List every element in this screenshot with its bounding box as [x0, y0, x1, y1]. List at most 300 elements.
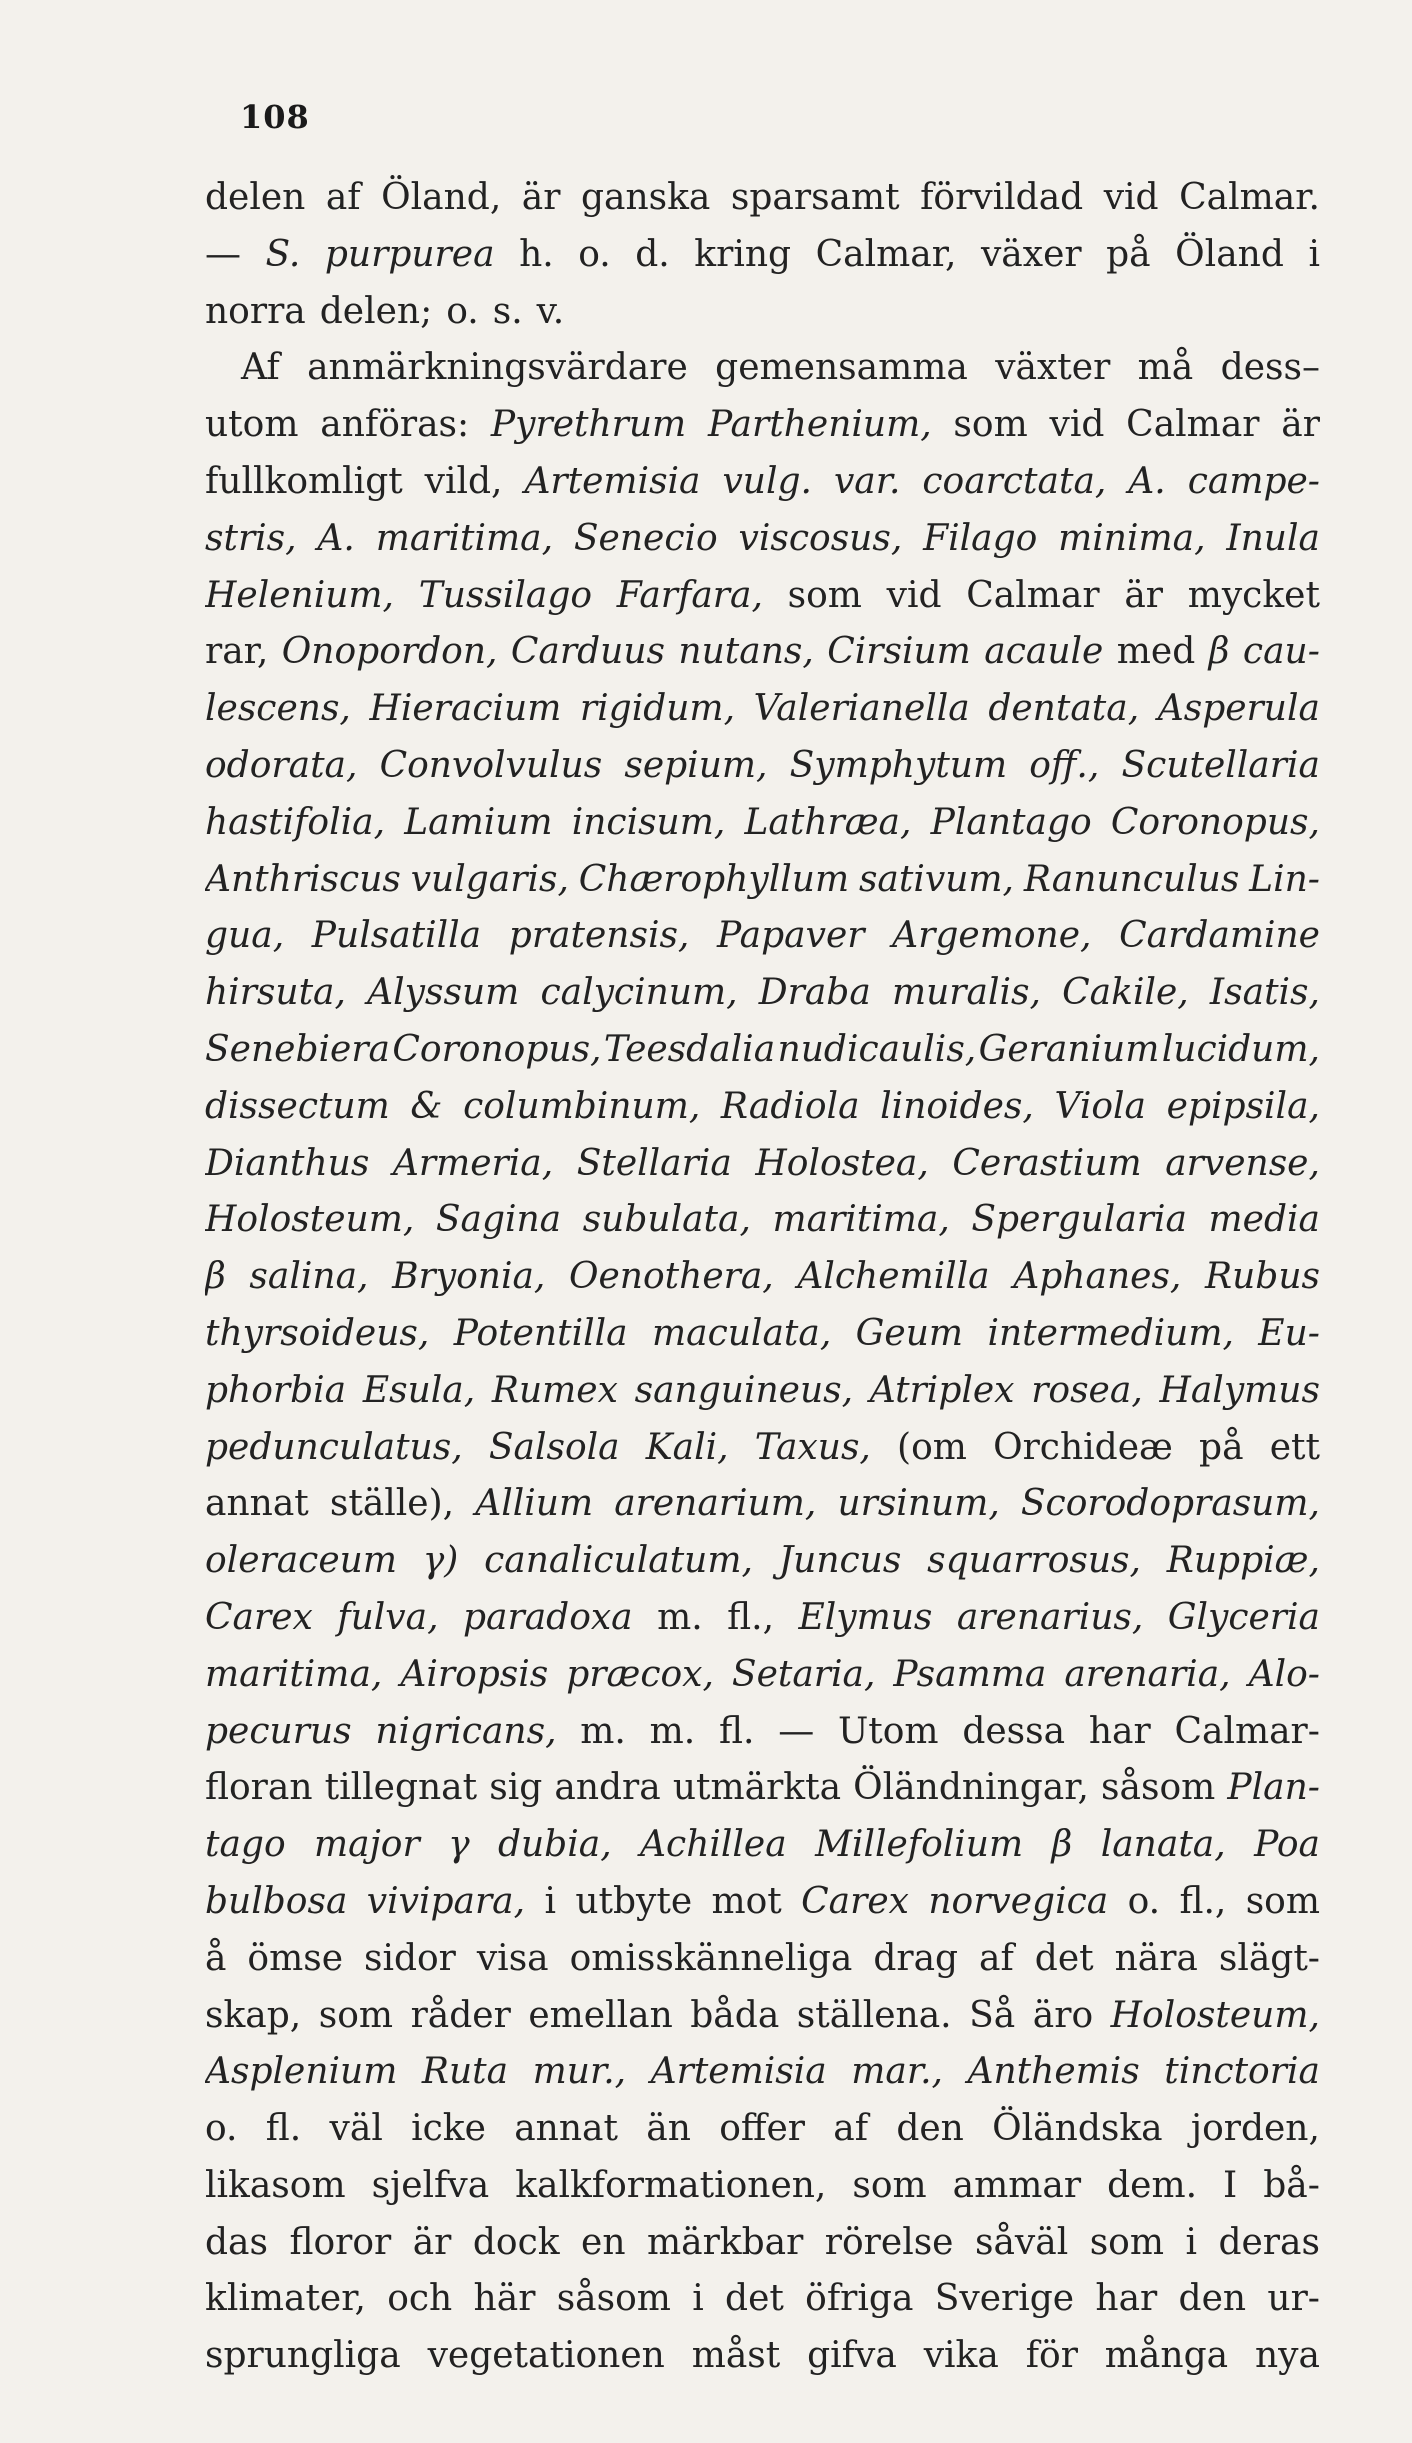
text-word: Chærophyllum [578, 858, 850, 900]
text-word: såväl [974, 2221, 1069, 2263]
text-word: fulva, [337, 1596, 439, 1638]
text-line [205, 1249, 1320, 1306]
text-word: anföras: [320, 404, 470, 446]
text-word: Lathræa, [744, 801, 912, 843]
text-word: A. [317, 517, 355, 559]
text-word: nigricans, [375, 1710, 557, 1752]
text-word: Carex [801, 1880, 909, 1922]
text-word: Anthemis [967, 2051, 1140, 2093]
text-word: dubia, [497, 1824, 612, 1866]
text-word: off., [1029, 744, 1100, 786]
text-word: o. [578, 233, 611, 275]
text-word: Inula [1226, 517, 1320, 559]
text-line [205, 624, 1320, 681]
text-line [205, 1931, 1320, 1988]
text-line [205, 1079, 1320, 1136]
text-word: squarrosus, [927, 1540, 1141, 1582]
text-word: Convolvulus [379, 744, 603, 786]
text-word: gifva [807, 2335, 897, 2377]
text-word: β [1208, 631, 1230, 673]
text-word: icke [411, 2108, 486, 2150]
text-word: Alchemilla [797, 1256, 990, 1298]
text-word: Holostea, [755, 1142, 929, 1184]
text-word: thyrsoideus, [205, 1312, 430, 1354]
text-word: i [1308, 233, 1320, 275]
text-word: Calmar, [815, 233, 957, 275]
text-word: Alo- [1248, 1653, 1320, 1695]
text-word: Atriplex [869, 1369, 1015, 1411]
text-word: subulata, [582, 1199, 751, 1241]
text-word: ömse [247, 1937, 344, 1979]
text-word: pratensis, [508, 915, 690, 957]
text-word: maritima, [375, 517, 554, 559]
text-line [205, 681, 1320, 738]
text-word: Elymus [798, 1596, 933, 1638]
text-word: var. [833, 460, 901, 502]
text-word: har [1088, 1710, 1151, 1752]
text-word: A. [1128, 460, 1166, 502]
text-word: för [1025, 2335, 1078, 2377]
text-word: Radiola [720, 1085, 860, 1127]
text-word: — [778, 1710, 815, 1752]
text-word: Sagina [435, 1199, 562, 1241]
text-line [205, 1306, 1320, 1363]
text-word: såsom [556, 2278, 671, 2320]
text-word: såsom [1101, 1767, 1216, 1809]
text-word: γ) [422, 1540, 459, 1582]
text-word: Valerianella [753, 688, 970, 730]
text-word: Plantago [930, 801, 1092, 843]
text-word: visa [476, 1937, 549, 1979]
text-word: S. [265, 233, 301, 275]
text-word: är [1124, 574, 1163, 616]
text-word: har [1095, 2278, 1158, 2320]
text-word: linoides, [880, 1085, 1034, 1127]
text-word: ur- [1267, 2278, 1320, 2320]
text-word: Poa [1254, 1824, 1320, 1866]
text-word: ganska [580, 177, 711, 218]
text-word: Salsola [488, 1426, 620, 1468]
text-word: salina, [249, 1256, 369, 1298]
text-word: bå- [1263, 2164, 1320, 2206]
text-word: anmärkningsvärdare [307, 347, 688, 389]
text-line [205, 1874, 1320, 1931]
text-word: Plan- [1227, 1767, 1320, 1809]
text-word: v. [536, 290, 565, 332]
text-word: nutans, [678, 631, 814, 673]
text-word: Stellaria [576, 1142, 732, 1184]
text-word: o. [205, 2108, 238, 2150]
text-word: rörelse [824, 2221, 954, 2263]
text-word: floran [205, 1767, 313, 1809]
text-word: sjelfva [371, 2164, 490, 2206]
text-word: Eu- [1258, 1312, 1320, 1354]
text-word: nya [1254, 2335, 1320, 2377]
text-word: Cerastium [952, 1142, 1142, 1184]
text-word: incisum, [571, 801, 726, 843]
text-word: på [1199, 1426, 1244, 1468]
text-word: media [1208, 1199, 1320, 1241]
text-line [205, 170, 1320, 227]
text-word: mot [711, 1880, 782, 1922]
text-word: är [521, 177, 561, 218]
text-word: ursinum, [837, 1483, 1000, 1525]
text-word: gemensamma [715, 347, 968, 389]
text-word: Aphanes, [1013, 1256, 1182, 1298]
text-word: delen [205, 177, 306, 218]
text-word: Af [241, 347, 280, 389]
text-line [205, 1704, 1320, 1761]
text-word: — [205, 233, 241, 275]
text-line [205, 227, 1320, 284]
text-line [205, 1760, 1320, 1817]
text-word: som [953, 404, 1028, 446]
text-word: som [1245, 1880, 1320, 1922]
text-word: Tussilago [418, 574, 593, 616]
text-line [205, 284, 1320, 341]
text-word: Cardamine [1119, 915, 1320, 957]
text-word: Carex [205, 1596, 313, 1638]
text-word: Holosteum, [205, 1199, 415, 1241]
text-word: ställe), [329, 1483, 455, 1525]
text-word: arenarium, [614, 1483, 817, 1525]
text-word: Teesdalia [603, 1028, 776, 1070]
text-line [205, 2101, 1320, 2158]
text-word: måst [691, 2335, 781, 2377]
text-word: dessa [962, 1710, 1066, 1752]
text-word: Juncus [778, 1540, 902, 1582]
text-word: vegetationen [427, 2335, 665, 2377]
text-word: Helenium, [205, 574, 394, 616]
text-word: Armeria, [392, 1142, 554, 1184]
text-word: vild, [424, 460, 503, 502]
text-word: Cirsium [827, 631, 971, 673]
text-word: och [387, 2278, 453, 2320]
text-word: sidor [363, 1937, 456, 1979]
text-word: norvegica [928, 1880, 1109, 1922]
text-word: Draba [758, 972, 871, 1014]
text-word: likasom [205, 2164, 346, 2206]
text-word: kring [694, 233, 792, 275]
text-word: öfriga [805, 2278, 914, 2320]
text-line [205, 2271, 1320, 2328]
text-word: ammar [952, 2164, 1082, 2206]
text-word: ställena. [796, 1994, 952, 2036]
text-word: Lamium [404, 801, 553, 843]
text-word: dess– [1220, 347, 1320, 389]
text-word: växer [980, 233, 1082, 275]
text-word: Ranunculus [1023, 858, 1240, 900]
text-word: Holosteum, [1110, 1994, 1320, 2036]
text-word: gua, [205, 915, 285, 957]
text-word: mar., [851, 2051, 943, 2093]
text-word: Coronopus, [1110, 801, 1320, 843]
text-line [205, 454, 1320, 511]
text-word: Glyceria [1167, 1596, 1320, 1638]
text-word: Utom [837, 1710, 939, 1752]
text-word: annat [514, 2108, 618, 2150]
text-word: Parthenium, [707, 404, 932, 446]
text-word: utom [205, 404, 299, 446]
text-word: Rubus [1204, 1256, 1320, 1298]
text-word: bulbosa [205, 1880, 348, 1922]
text-word: det [1034, 1937, 1094, 1979]
text-word: andra [554, 1767, 661, 1809]
text-word: major [314, 1824, 420, 1866]
text-word: utmärkta [672, 1767, 842, 1809]
text-word: Airopsis [400, 1653, 549, 1695]
text-line [205, 1533, 1320, 1590]
text-line [205, 2328, 1320, 2385]
text-word: Viola [1054, 1085, 1147, 1127]
text-word: Allium [475, 1483, 594, 1525]
text-line [205, 1136, 1320, 1193]
text-line [205, 1988, 1320, 2045]
text-word: offer [719, 2108, 805, 2150]
text-word: purpurea [324, 233, 495, 275]
text-word: maritima, [205, 1653, 383, 1695]
text-word: som [318, 1994, 394, 2036]
text-line [205, 397, 1320, 454]
text-word: coarctata, [922, 460, 1107, 502]
text-line [205, 965, 1320, 1022]
text-word: Öland, [381, 177, 502, 218]
text-word: äro [1032, 1994, 1094, 2036]
text-word: h. [519, 233, 554, 275]
text-word: paradoxa [462, 1596, 633, 1638]
text-word: I [1223, 2164, 1238, 2206]
text-word: Psamma [893, 1653, 1047, 1695]
text-word: Dianthus [205, 1142, 370, 1184]
text-word: oleraceum [205, 1540, 397, 1582]
text-word: arenarius, [956, 1596, 1144, 1638]
text-line [205, 1476, 1320, 1533]
text-word: hastifolia, [205, 801, 386, 843]
text-word: Asplenium [205, 2051, 398, 2093]
text-word: viscosus, [738, 517, 903, 559]
text-word: vika [923, 2335, 999, 2377]
text-word: vivipara, [366, 1880, 526, 1922]
text-word: sepium, [624, 744, 768, 786]
text-word: Pyrethrum [490, 404, 687, 446]
text-word: här [473, 2278, 536, 2320]
text-line [205, 1590, 1320, 1647]
text-word: Symphytum [789, 744, 1008, 786]
text-word: minima, [1058, 517, 1206, 559]
text-word: fl. [718, 1710, 755, 1752]
text-word: hirsuta, [205, 972, 346, 1014]
text-word: Achillea [640, 1824, 787, 1866]
text-word: Farfara, [616, 574, 763, 616]
text-word: som [787, 574, 862, 616]
text-word: den [896, 2108, 964, 2150]
text-word: annat [205, 1483, 309, 1525]
text-word: cau- [1242, 631, 1320, 673]
text-word: med [1116, 631, 1196, 673]
text-line [205, 908, 1320, 965]
text-word: præcox, [566, 1653, 714, 1695]
text-word: Rumex [491, 1369, 618, 1411]
text-word: sativum, [858, 858, 1014, 900]
text-word: fl., [727, 1596, 775, 1638]
text-word: vid [1049, 404, 1105, 446]
text-word: Kali, [645, 1426, 729, 1468]
text-word: Senebiera [205, 1028, 390, 1070]
text-word: Filago [923, 517, 1038, 559]
text-word: den [1178, 2278, 1247, 2320]
text-word: på [1106, 233, 1151, 275]
text-word: calycinum, [540, 972, 738, 1014]
text-word: Geranium [978, 1028, 1160, 1070]
text-word: vid [886, 574, 942, 616]
text-word: Coronopus, [392, 1028, 602, 1070]
text-word: β [205, 1256, 226, 1298]
text-line [205, 2158, 1320, 2215]
text-word: dem. [1107, 2164, 1198, 2206]
text-word: ett [1269, 1426, 1320, 1468]
text-word: Öland [1175, 233, 1284, 275]
text-word: muralis, [891, 972, 1041, 1014]
text-word: Spergularia [971, 1199, 1187, 1241]
text-word: Ruta [421, 2051, 509, 2093]
text-line [205, 1647, 1320, 1704]
text-word: o. [446, 290, 479, 332]
text-word: deras [1218, 2221, 1320, 2263]
text-word: Setaria, [731, 1653, 876, 1695]
text-word: campe- [1187, 460, 1320, 502]
text-word: är [412, 2221, 452, 2263]
text-word: Calmar- [1174, 1710, 1320, 1752]
text-word: Lin- [1249, 858, 1320, 900]
text-word: lucidum, [1161, 1028, 1320, 1070]
text-word: Carduus [510, 631, 665, 673]
text-word: rosea, [1031, 1369, 1143, 1411]
text-word: många [1104, 2335, 1229, 2377]
text-word: intermedium, [987, 1312, 1234, 1354]
text-word: som [852, 2164, 927, 2206]
text-word: Orchideæ [993, 1426, 1173, 1468]
text-word: d. [635, 233, 670, 275]
text-word: columbinum, [463, 1085, 701, 1127]
text-word: rigidum, [579, 688, 736, 730]
text-line [205, 2215, 1320, 2272]
text-word: phorbia [205, 1369, 347, 1411]
text-word: & [410, 1085, 443, 1127]
text-word: Öländska [992, 2108, 1163, 2150]
text-word: Senecio [573, 517, 718, 559]
text-word: Calmar [1126, 404, 1260, 446]
body-text [205, 170, 1320, 2385]
text-word: tago [205, 1824, 286, 1866]
text-word: lanata, [1100, 1824, 1226, 1866]
text-line [205, 2044, 1320, 2101]
text-word: o. [1127, 1880, 1161, 1922]
text-word: Artemisia [524, 460, 701, 502]
text-word: Så [969, 1994, 1016, 2036]
text-word: pedunculatus, [205, 1426, 463, 1468]
text-word: fl. [265, 2108, 302, 2150]
text-word: vulg. [722, 460, 812, 502]
text-word: canaliculatum, [484, 1540, 753, 1582]
text-line [205, 738, 1320, 795]
text-word: pecurus [205, 1710, 352, 1752]
text-word: Isatis, [1209, 972, 1320, 1014]
text-word: sanguineus, [634, 1369, 854, 1411]
text-word: tillegnat [324, 1767, 478, 1809]
text-line [205, 1420, 1320, 1477]
text-word: det [725, 2278, 784, 2320]
text-word: norra [205, 290, 306, 332]
text-line [205, 340, 1320, 397]
text-word: Sverige [934, 2278, 1075, 2320]
text-word: kalkformationen, [515, 2164, 827, 2206]
text-word: drag [873, 1937, 959, 1979]
text-word: Geum [855, 1312, 964, 1354]
text-word: Taxus, [754, 1426, 871, 1468]
text-word: stris, [205, 517, 297, 559]
text-word: omisskänneliga [569, 1937, 853, 1979]
text-word: nudicaulis, [777, 1028, 977, 1070]
text-word: dissectum [205, 1085, 390, 1127]
text-line [205, 511, 1320, 568]
text-word: Bryonia, [392, 1256, 546, 1298]
text-word: råder [410, 1994, 511, 2036]
text-word: skap, [205, 1994, 302, 2036]
text-word: jorden, [1190, 2108, 1320, 2150]
text-word: m. [649, 1710, 696, 1752]
text-word: Halymus [1159, 1369, 1320, 1411]
text-word: mycket [1187, 574, 1320, 616]
text-word: odorata, [205, 744, 358, 786]
text-word: fl., [1179, 1880, 1227, 1922]
text-word: af [325, 177, 361, 218]
text-word: (om [897, 1426, 967, 1468]
text-word: än [646, 2108, 691, 2150]
text-word: Papaver [717, 915, 865, 957]
text-word: Scorodoprasum, [1020, 1483, 1320, 1525]
text-line [205, 795, 1320, 852]
text-word: m. [580, 1710, 626, 1752]
text-line [205, 568, 1320, 625]
text-word: arvense, [1165, 1142, 1320, 1184]
text-word: utbyte [575, 1880, 693, 1922]
text-word: är [1281, 404, 1320, 446]
text-line [205, 1192, 1320, 1249]
text-word: nära [1114, 1937, 1198, 1979]
text-word: Alyssum [367, 972, 520, 1014]
text-word: Scutellaria [1121, 744, 1320, 786]
text-word: acaule [984, 631, 1104, 673]
text-word: i [1185, 2221, 1197, 2263]
text-word: båda [690, 1994, 780, 2036]
text-word: Esula, [362, 1369, 476, 1411]
text-word: maculata, [651, 1312, 832, 1354]
text-word: tinctoria [1164, 2051, 1320, 2093]
text-word: Calmar [966, 574, 1100, 616]
text-word: arenaria, [1064, 1653, 1231, 1695]
text-word: β [1051, 1824, 1073, 1866]
text-word: märkbar [646, 2221, 804, 2263]
text-word: s. [492, 290, 523, 332]
text-word: Ruppiæ, [1166, 1540, 1320, 1582]
text-word: af [979, 1937, 1014, 1979]
text-word: Oenothera, [568, 1256, 774, 1298]
text-word: Calmar. [1179, 177, 1320, 218]
text-word: rar, [205, 631, 269, 673]
text-word: sig [489, 1767, 543, 1809]
text-word: vulgaris, [410, 858, 569, 900]
text-word: vid [1103, 177, 1159, 218]
